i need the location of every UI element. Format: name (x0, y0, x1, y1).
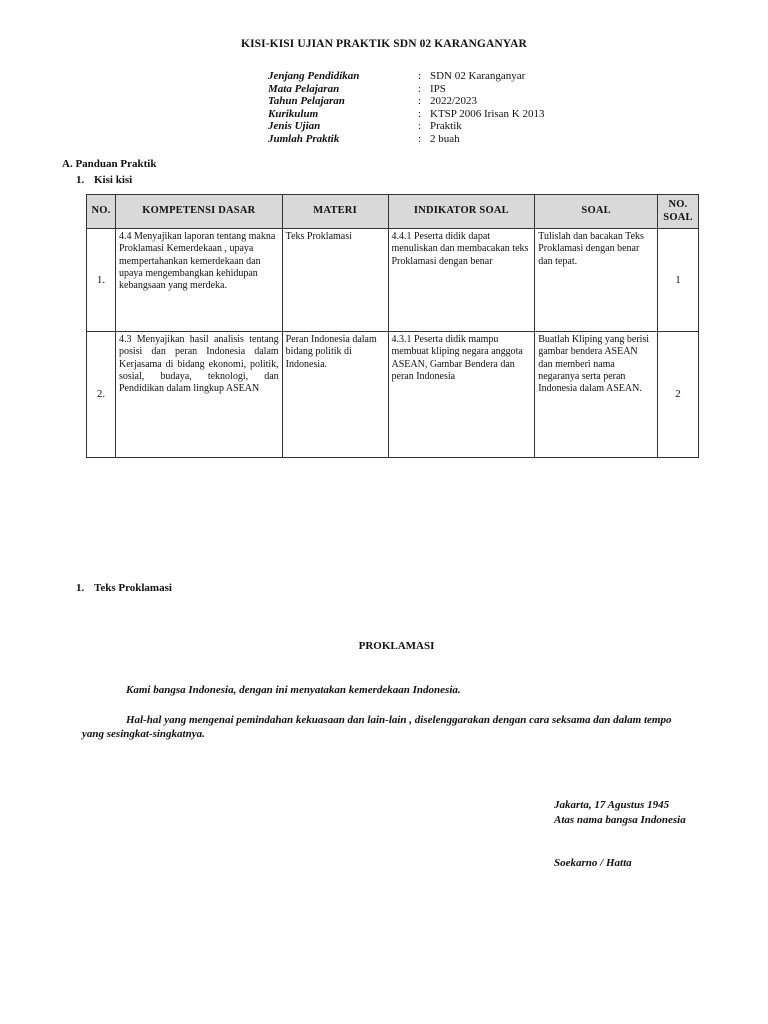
cell-soal: Buatlah Kliping yang berisi gambar bendera ASEAN dan memberi nama negaranya serta peran Indonesia dalam ASEAN. (535, 332, 658, 458)
proklamasi-title: PROKLAMASI (358, 640, 435, 652)
table-row (87, 229, 699, 332)
meta-value: 2022/2023 (430, 95, 478, 108)
header-no: NO. (87, 195, 116, 229)
meta-row-kurikulum (268, 108, 544, 121)
meta-value: SDN 02 Karanganyar (430, 70, 526, 82)
cell-soal: Tulislah dan bacakan Teks Proklamasi dengan benar dan tepat. (535, 229, 658, 332)
proklamasi-paragraph-1: Kami bangsa Indonesia, dengan ini menyatakan kemerdekaan Indonesia. (126, 684, 461, 696)
meta-colon: : (418, 70, 422, 82)
cell-indikator: 4.3.1 Peserta didik mampu membuat kliping negara anggota ASEAN, Gambar Bendera dan peran Indonesia (388, 332, 535, 458)
meta-colon: : (418, 82, 422, 95)
meta-label: Jenjang Pendidikan (268, 70, 360, 82)
subsection-number: 1. (76, 582, 85, 594)
meta-label: Jenis Ujian (268, 120, 321, 133)
table-header-row (87, 195, 699, 229)
cell-no: 1. (87, 229, 116, 332)
meta-value: IPS (430, 82, 446, 95)
header-soal: SOAL (535, 195, 658, 229)
meta-label: Tahun Pelajaran (268, 95, 345, 108)
header-kompetensi-dasar: KOMPETENSI DASAR (115, 195, 282, 229)
signature-names: Soekarno / Hatta (554, 857, 632, 869)
subsection-number: 1. (76, 174, 85, 186)
cell-kompetensi-dasar: 4.3 Menyajikan hasil analisis tentang posisi dan peran Indonesia dalam Kerjasama di bidang ekonomi, politik, sosial, budaya, teknologi, dan Pendidikan dalam lingkup ASEAN (115, 332, 282, 458)
table-row (87, 332, 699, 458)
meta-label: Mata Pelajaran (268, 82, 340, 95)
cell-no-soal: 1 (658, 229, 699, 332)
document-title: KISI-KISI UJIAN PRAKTIK SDN 02 KARANGANYAR (241, 38, 527, 50)
header-materi: MATERI (282, 195, 388, 229)
cell-kompetensi-dasar: 4.4 Menyajikan laporan tentang makna Proklamasi Kemerdekaan , upaya mempertahankan kemerdekaan dan upaya mengembangkan kehidupan kebangsaan yang merdeka. (115, 229, 282, 332)
meta-row-tahun (268, 95, 544, 108)
signature-place-date: Jakarta, 17 Agustus 1945 (554, 799, 670, 811)
meta-value: Praktik (430, 120, 462, 133)
meta-label: Kurikulum (268, 107, 319, 120)
meta-colon: : (418, 120, 422, 133)
meta-label: Jumlah Praktik (268, 132, 340, 145)
section-a-heading: A. Panduan Praktik (62, 158, 157, 170)
proklamasi-paragraph-2: Hal-hal yang mengenai pemindahan kekuasaan dan lain-lain , diselenggarakan dengan cara seksama dan dalam tempo yang sesingkat-singkatnya. (82, 714, 672, 740)
cell-materi: Peran Indonesia dalam bidang politik di Indonesia. (282, 332, 388, 458)
meta-colon: : (418, 95, 422, 108)
cell-no-soal: 2 (658, 332, 699, 458)
subsection-label: Teks Proklamasi (94, 582, 172, 594)
meta-row-jenjang (268, 70, 544, 83)
meta-colon: : (418, 107, 422, 120)
meta-row-jumlah (268, 133, 544, 146)
meta-row-jenis-ujian (268, 120, 544, 133)
meta-row-mapel (268, 83, 544, 96)
cell-materi: Teks Proklamasi (282, 229, 388, 332)
cell-no: 2. (87, 332, 116, 458)
cell-indikator: 4.4.1 Peserta didik dapat menuliskan dan membacakan teks Proklamasi dengan benar (388, 229, 535, 332)
meta-value: 2 buah (430, 132, 460, 145)
subsection-label: Kisi kisi (94, 174, 133, 186)
meta-colon: : (418, 132, 422, 145)
signature-on-behalf: Atas nama bangsa Indonesia (554, 814, 686, 826)
kisi-kisi-table (86, 194, 699, 458)
header-indikator-soal: INDIKATOR SOAL (388, 195, 535, 229)
meta-block (268, 70, 544, 146)
subsection-kisi-heading (76, 174, 132, 186)
meta-value: KTSP 2006 Irisan K 2013 (430, 107, 545, 120)
subsection-teks-heading (76, 582, 172, 594)
header-no-soal: NO. SOAL (658, 195, 699, 229)
